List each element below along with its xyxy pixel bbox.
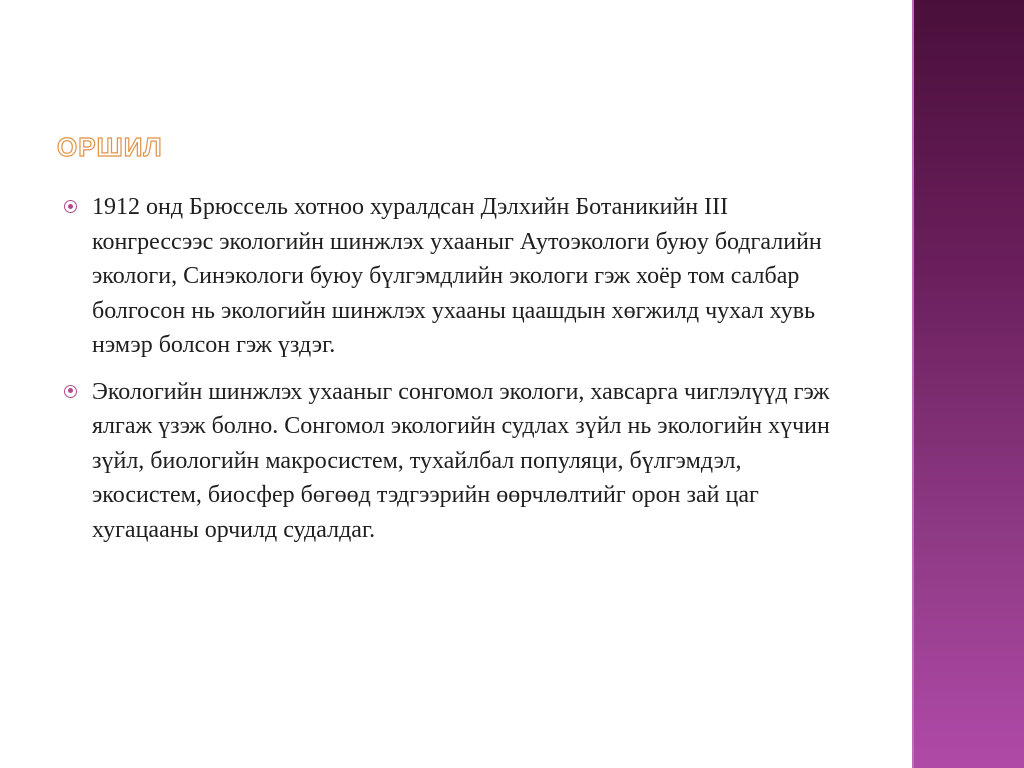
slide-title: ОРШИЛ xyxy=(57,132,163,162)
bullet-text: 1912 онд Брюссель хотноо хуралдсан Дэлхийн Ботаникийн III конгрессээс экологийн шинжлэх ухааныг Аутоэкологи буюу бодгалийн экологи, Синэкологи буюу бүлгэмдлийн экологи гэж хоёр том салбар болгосон нь экологийн шинжлэх ухааны цаашдын хөгжилд чухал хувь нэмэр болсон гэж үздэг. xyxy=(92,194,822,358)
bullet-text: Экологийн шинжлэх ухааныг сонгомол экологи, хавсарга чиглэлүүд гэж ялгаж үзэж болно. Сонгомол экологийн судлах зүйл нь экологийн хүчин зүйл, биологийн макросистем, тухайлбал популяци, бүлгэмдэл, экосистем, биосфер бөгөөд тэдгээрийн өөрчлөлтийг орон зай цаг хугацааны орчилд судалдаг. xyxy=(92,378,830,543)
circled-dot-bullet-icon xyxy=(64,385,77,398)
circled-dot-bullet-icon xyxy=(64,200,77,213)
list-item xyxy=(60,375,850,548)
bullet-list xyxy=(60,190,850,559)
decorative-side-panel xyxy=(912,0,1024,768)
list-item xyxy=(60,190,850,363)
